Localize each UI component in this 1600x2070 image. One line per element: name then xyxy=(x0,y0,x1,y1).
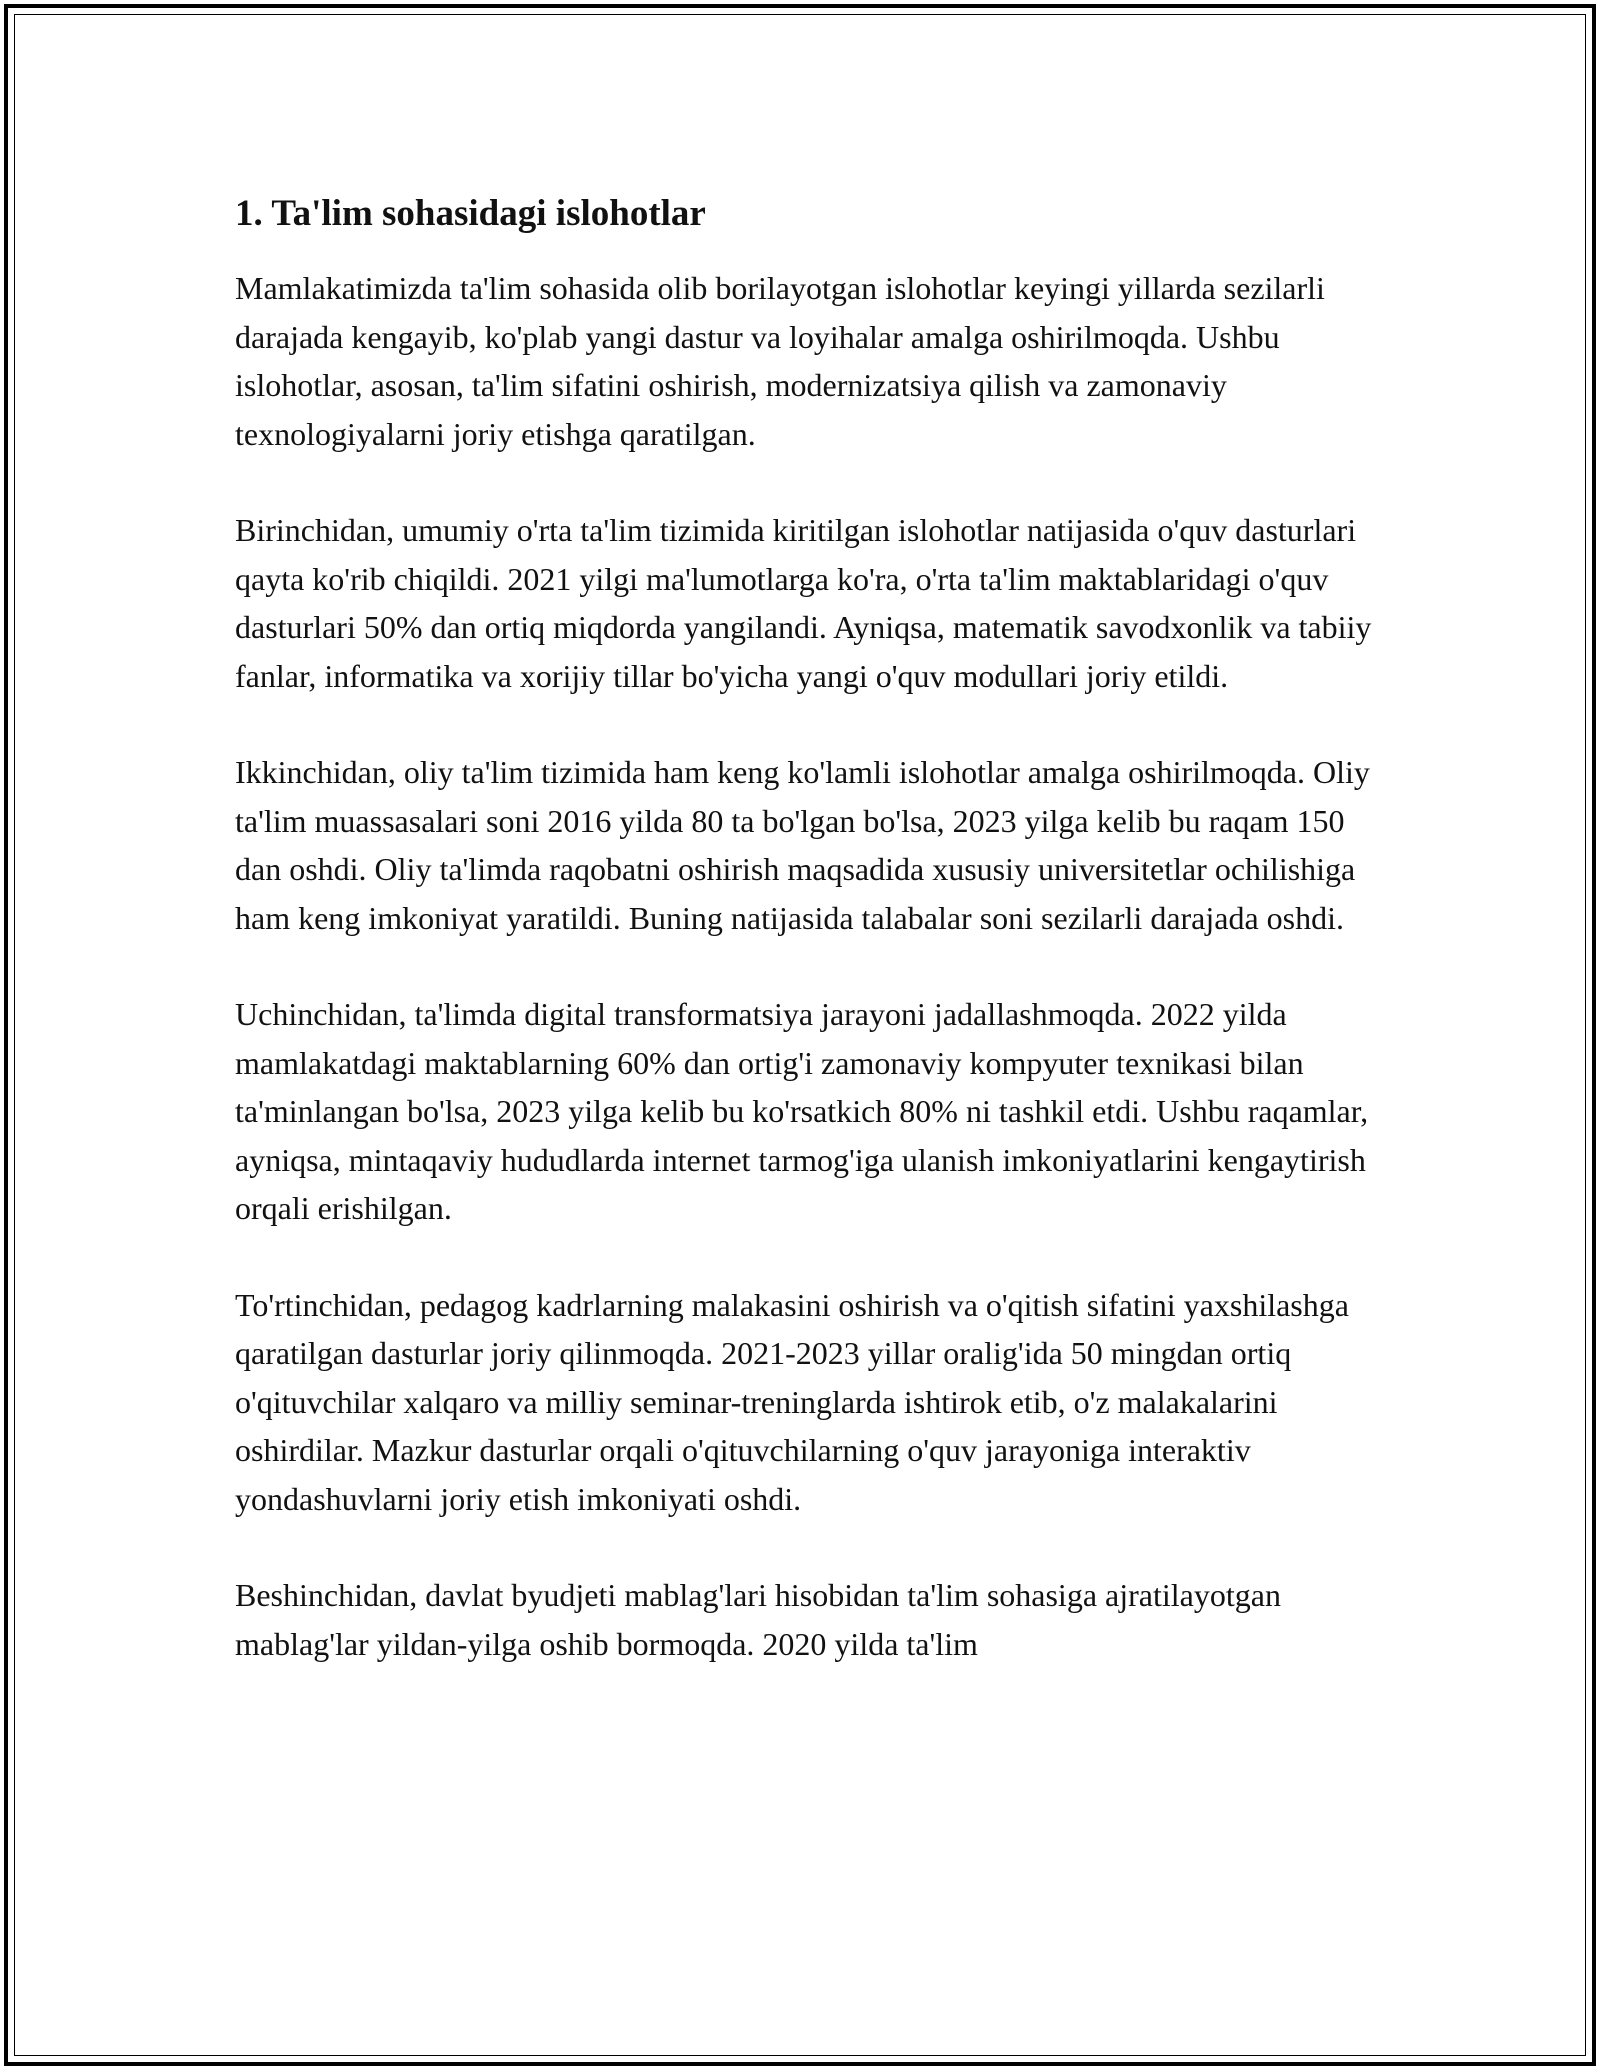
section-title: 1. Ta'lim sohasidagi islohotlar xyxy=(235,193,706,234)
paragraph-second: Ikkinchidan, oliy ta'lim tizimida ham keng ko'lamli islohotlar amalga oshirilmoqda. Oliy ta'lim muassasalari soni 2016 yilda 80 ta bo'lgan bo'lsa, 2023 yilga kelib bu raqam 150 dan oshdi. Oliy ta'limda raqobatni oshirish maqsadida xususiy universitetlar ochilishiga ham keng imkoniyat yaratildi. Buning natijasida talabalar soni sezilarli darajada oshdi. xyxy=(235,754,1370,936)
paragraph-fifth: Beshinchidan, davlat byudjeti mablag'lari hisobidan ta'lim sohasiga ajratilayotgan mablag'lar yildan-yilga oshib bormoqda. 2020 yilda ta'lim xyxy=(235,1577,1281,1662)
document-body xyxy=(235,186,1375,1716)
paragraph-intro: Mamlakatimizda ta'lim sohasida olib borilayotgan islohotlar keyingi yillarda sezilarli darajada kengayib, ko'plab yangi dastur va loyihalar amalga oshirilmoqda. Ushbu islohotlar, asosan, ta'lim sifatini oshirish, modernizatsiya qilish va zamonaviy texnologiyalarni joriy etishga qaratilgan. xyxy=(235,270,1325,452)
paragraph-first: Birinchidan, umumiy o'rta ta'lim tizimida kiritilgan islohotlar natijasida o'quv dasturlari qayta ko'rib chiqildi. 2021 yilgi ma'lumotlarga ko'ra, o'rta ta'lim maktablaridagi o'quv dasturlari 50% dan ortiq miqdorda yangilandi. Ayniqsa, matematik savodxonlik va tabiiy fanlar, informatika va xorijiy tillar bo'yicha yangi o'quv modullari joriy etildi. xyxy=(235,512,1372,694)
paragraph-third: Uchinchidan, ta'limda digital transformatsiya jarayoni jadallashmoqda. 2022 yilda mamlakatdagi maktablarning 60% dan ortig'i zamonaviy kompyuter texnikasi bilan ta'minlangan bo'lsa, 2023 yilga kelib bu ko'rsatkich 80% ni tashkil etdi. Ushbu raqamlar, ayniqsa, mintaqaviy hududlarda internet tarmog'iga ulanish imkoniyatlarini kengaytirish orqali erishilgan. xyxy=(235,996,1369,1226)
paragraph-fourth: To'rtinchidan, pedagog kadrlarning malakasini oshirish va o'qitish sifatini yaxshilashga qaratilgan dasturlar joriy qilinmoqda. 2021-2023 yillar oralig'ida 50 mingdan ortiq o'qituvchilar xalqaro va milliy seminar-treninglarda ishtirok etib, o'z malakalarini oshirdilar. Mazkur dasturlar orqali o'qituvchilarning o'quv jarayoniga interaktiv yondashuvlarni joriy etish imkoniyati oshdi. xyxy=(235,1286,1349,1517)
